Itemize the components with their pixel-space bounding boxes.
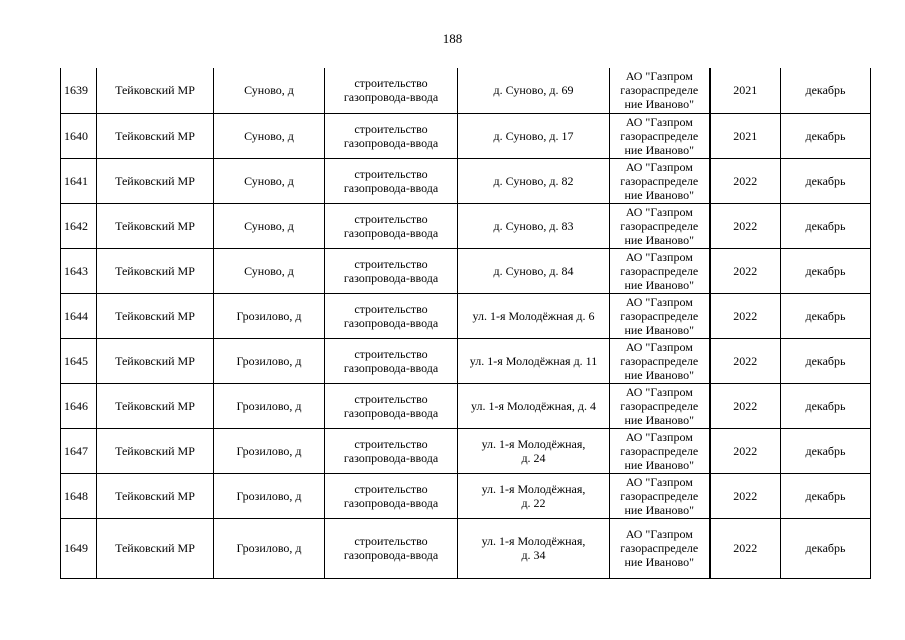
district-cell: Тейковский МР [97,203,214,248]
organization-cell: АО "Газпром газораспределе ние Иваново" [610,473,710,518]
table-row [61,68,871,113]
organization-cell: АО "Газпром газораспределе ние Иваново" [610,113,710,158]
row-number-cell: 1641 [61,158,97,203]
district-cell: Тейковский МР [97,383,214,428]
district-cell: Тейковский МР [97,518,214,578]
settlement-cell: Суново, д [214,113,325,158]
month-cell: декабрь [781,473,871,518]
year-cell: 2022 [710,158,781,203]
work-type-cell: строительство газопровода-ввода [325,473,458,518]
address-cell: ул. 1-я Молодёжная, д. 22 [458,473,610,518]
month-cell: декабрь [781,158,871,203]
row-number-cell: 1644 [61,293,97,338]
address-cell: д. Суново, д. 82 [458,158,610,203]
address-cell: ул. 1-я Молодёжная д. 6 [458,293,610,338]
district-cell: Тейковский МР [97,68,214,113]
work-type-cell: строительство газопровода-ввода [325,293,458,338]
year-cell: 2022 [710,428,781,473]
organization-cell: АО "Газпром газораспределе ние Иваново" [610,203,710,248]
year-cell: 2022 [710,248,781,293]
settlement-cell: Грозилово, д [214,518,325,578]
row-number-cell: 1649 [61,518,97,578]
table-row [61,383,871,428]
settlement-cell: Суново, д [214,203,325,248]
year-cell: 2022 [710,518,781,578]
row-number-cell: 1648 [61,473,97,518]
month-cell: декабрь [781,248,871,293]
work-type-cell: строительство газопровода-ввода [325,113,458,158]
district-cell: Тейковский МР [97,293,214,338]
table-row [61,293,871,338]
year-cell: 2022 [710,383,781,428]
organization-cell: АО "Газпром газораспределе ние Иваново" [610,383,710,428]
settlement-cell: Суново, д [214,248,325,293]
district-cell: Тейковский МР [97,338,214,383]
table-row [61,518,871,578]
table-row [61,248,871,293]
work-type-cell: строительство газопровода-ввода [325,158,458,203]
month-cell: декабрь [781,338,871,383]
year-cell: 2022 [710,338,781,383]
address-cell: ул. 1-я Молодёжная д. 11 [458,338,610,383]
table-row [61,473,871,518]
table-body [61,68,871,578]
month-cell: декабрь [781,113,871,158]
district-cell: Тейковский МР [97,158,214,203]
gas-pipeline-table [60,68,871,579]
settlement-cell: Грозилово, д [214,473,325,518]
settlement-cell: Грозилово, д [214,428,325,473]
table-row [61,203,871,248]
table-row [61,113,871,158]
year-cell: 2022 [710,203,781,248]
settlement-cell: Грозилово, д [214,383,325,428]
row-number-cell: 1647 [61,428,97,473]
year-cell: 2021 [710,113,781,158]
month-cell: декабрь [781,383,871,428]
month-cell: декабрь [781,428,871,473]
row-number-cell: 1646 [61,383,97,428]
settlement-cell: Грозилово, д [214,293,325,338]
month-cell: декабрь [781,518,871,578]
page-number: 188 [442,31,463,46]
organization-cell: АО "Газпром газораспределе ние Иваново" [610,158,710,203]
settlement-cell: Грозилово, д [214,338,325,383]
month-cell: декабрь [781,203,871,248]
year-cell: 2021 [710,68,781,113]
work-type-cell: строительство газопровода-ввода [325,383,458,428]
year-cell: 2022 [710,293,781,338]
organization-cell: АО "Газпром газораспределе ние Иваново" [610,293,710,338]
work-type-cell: строительство газопровода-ввода [325,518,458,578]
table-row [61,428,871,473]
address-cell: д. Суново, д. 17 [458,113,610,158]
month-cell: декабрь [781,293,871,338]
settlement-cell: Суново, д [214,158,325,203]
address-cell: д. Суново, д. 83 [458,203,610,248]
row-number-cell: 1642 [61,203,97,248]
table-row [61,158,871,203]
district-cell: Тейковский МР [97,473,214,518]
organization-cell: АО "Газпром газораспределе ние Иваново" [610,68,710,113]
organization-cell: АО "Газпром газораспределе ние Иваново" [610,338,710,383]
table-row [61,338,871,383]
address-cell: ул. 1-я Молодёжная, д. 24 [458,428,610,473]
work-type-cell: строительство газопровода-ввода [325,428,458,473]
district-cell: Тейковский МР [97,113,214,158]
district-cell: Тейковский МР [97,428,214,473]
work-type-cell: строительство газопровода-ввода [325,68,458,113]
address-cell: д. Суново, д. 84 [458,248,610,293]
row-number-cell: 1643 [61,248,97,293]
organization-cell: АО "Газпром газораспределе ние Иваново" [610,428,710,473]
work-type-cell: строительство газопровода-ввода [325,338,458,383]
address-cell: д. Суново, д. 69 [458,68,610,113]
row-number-cell: 1639 [61,68,97,113]
district-cell: Тейковский МР [97,248,214,293]
work-type-cell: строительство газопровода-ввода [325,203,458,248]
row-number-cell: 1640 [61,113,97,158]
settlement-cell: Суново, д [214,68,325,113]
year-cell: 2022 [710,473,781,518]
address-cell: ул. 1-я Молодёжная, д. 4 [458,383,610,428]
address-cell: ул. 1-я Молодёжная, д. 34 [458,518,610,578]
work-type-cell: строительство газопровода-ввода [325,248,458,293]
row-number-cell: 1645 [61,338,97,383]
month-cell: декабрь [781,68,871,113]
organization-cell: АО "Газпром газораспределе ние Иваново" [610,248,710,293]
organization-cell: АО "Газпром газораспределе ние Иваново" [610,518,710,578]
